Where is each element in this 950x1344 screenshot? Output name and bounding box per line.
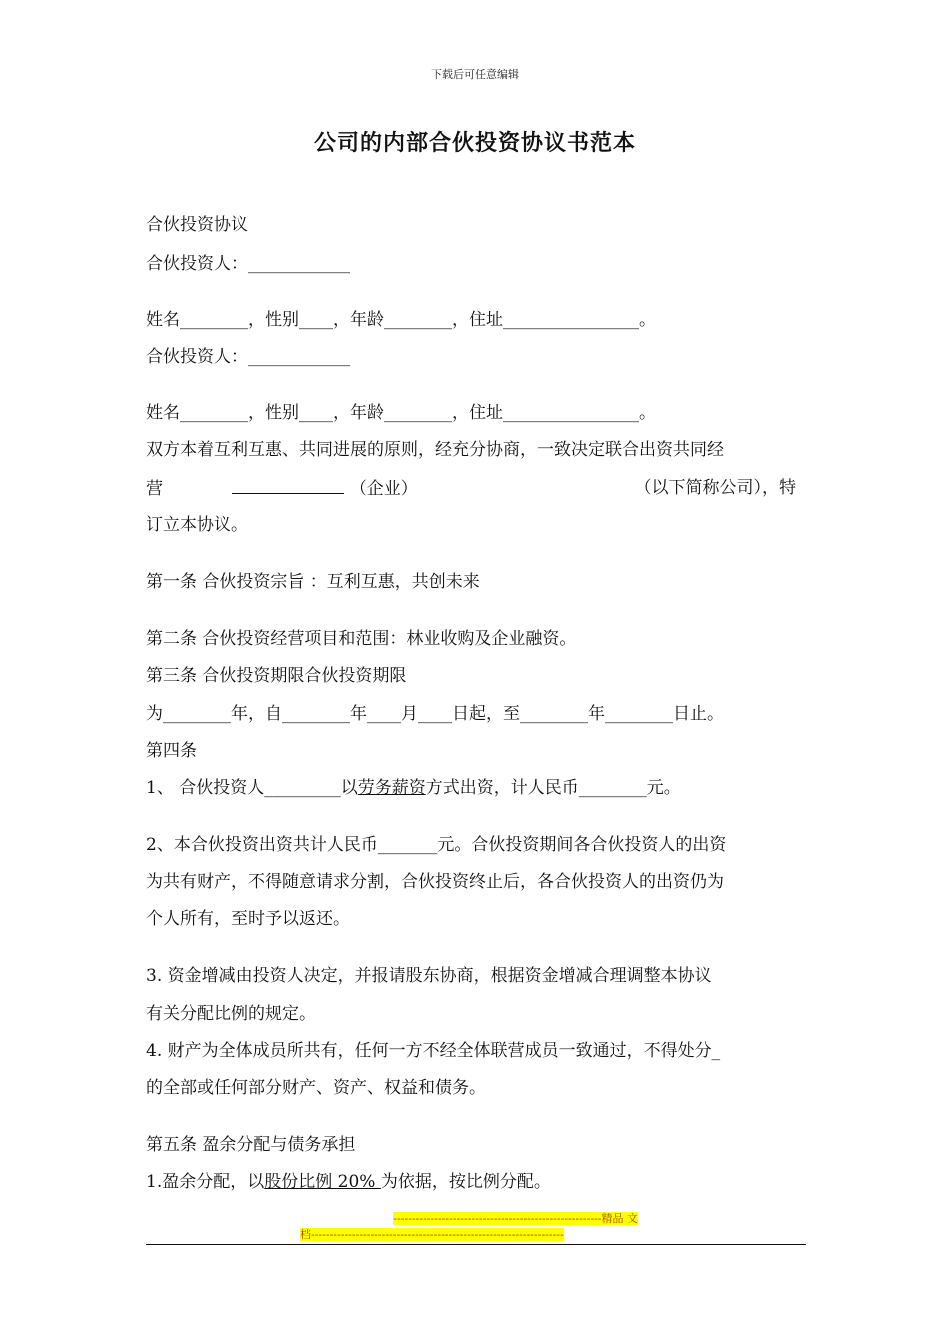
preamble-line-company [146, 477, 806, 500]
document-title: 公司的内部合伙投资协议书范本 [313, 130, 636, 156]
company-blank [232, 477, 344, 494]
preamble-line: 订立本协议。 [146, 515, 248, 535]
article-4-item-1 [146, 777, 681, 799]
footer-rule [146, 1244, 806, 1245]
item-5-1-underlined: 股份比例 20% [264, 1172, 381, 1192]
article-4-item-2: 个人所有，至时予以返还。 [146, 909, 350, 929]
article-4-item-3: 有关分配比例的规定。 [146, 1004, 316, 1024]
item-1-underlined: 劳务薪资 [357, 778, 426, 798]
text-ying: 营 [146, 479, 163, 499]
text-enterprise: （企业） [349, 479, 418, 499]
footer-line-2: 档-------------------------------------------------------------------- [300, 1228, 564, 1241]
partner-line: 合伙投资人：____________ [146, 347, 350, 367]
article-4-item-3: 3. 资金增减由投资人决定，并报请股东协商，根据资金增减合理调整本协议 [146, 966, 712, 986]
article-3-term: 为________年，自________年____月____日起，至________年________日止。 [146, 704, 724, 724]
partner-info-line: 姓名________，性别____，年龄________，住址________________。 [146, 403, 656, 423]
partner-info-line: 姓名________，性别____，年龄________，住址________________。 [146, 310, 656, 330]
footer-line-1: --------------------------------------------------------精品 文 [393, 1212, 638, 1225]
article-5: 第五条 盈余分配与债务承担 [146, 1135, 356, 1155]
preamble-line: 双方本着互利互惠、共同进展的原则，经充分协商，一致决定联合出资共同经 [146, 440, 724, 460]
item-1-prefix: 1、 合伙投资人_________以 [146, 778, 358, 798]
footer-watermark [300, 1211, 650, 1243]
item-5-1-suffix: 为依据，按比例分配。 [380, 1172, 551, 1192]
item-1-suffix: 方式出资，计人民币________元。 [425, 778, 681, 798]
article-4-item-4: 4. 财产为全体成员所共有，任何一方不经全体联营成员一致通过，不得处分_ [146, 1041, 721, 1061]
article-4: 第四条 [146, 741, 197, 761]
section-heading: 合伙投资协议 [146, 215, 248, 235]
article-4-item-4: 的全部或任何部分财产、资产、权益和债务。 [146, 1078, 486, 1098]
article-5-item-1 [146, 1171, 551, 1193]
article-4-item-2: 为共有财产，不得随意请求分割，合伙投资终止后，各合伙投资人的出资仍为 [146, 872, 724, 892]
article-4-item-2: 2、本合伙投资出资共计人民币_______元。合伙投资期间各合伙投资人的出资 [146, 835, 727, 855]
article-3: 第三条 合伙投资期限合伙投资期限 [146, 666, 407, 686]
article-1: 第一条 合伙投资宗旨 ：互利互惠，共创未来 [146, 572, 480, 592]
partner-line: 合伙投资人：____________ [146, 254, 350, 274]
article-2: 第二条 合伙投资经营项目和范围：林业收购及企业融资。 [146, 629, 577, 649]
header-note: 下载后可任意编辑 [431, 68, 519, 81]
item-5-1-prefix: 1.盈余分配，以 [146, 1172, 265, 1192]
text-abbrev: （以下简称公司），特 [634, 478, 796, 498]
